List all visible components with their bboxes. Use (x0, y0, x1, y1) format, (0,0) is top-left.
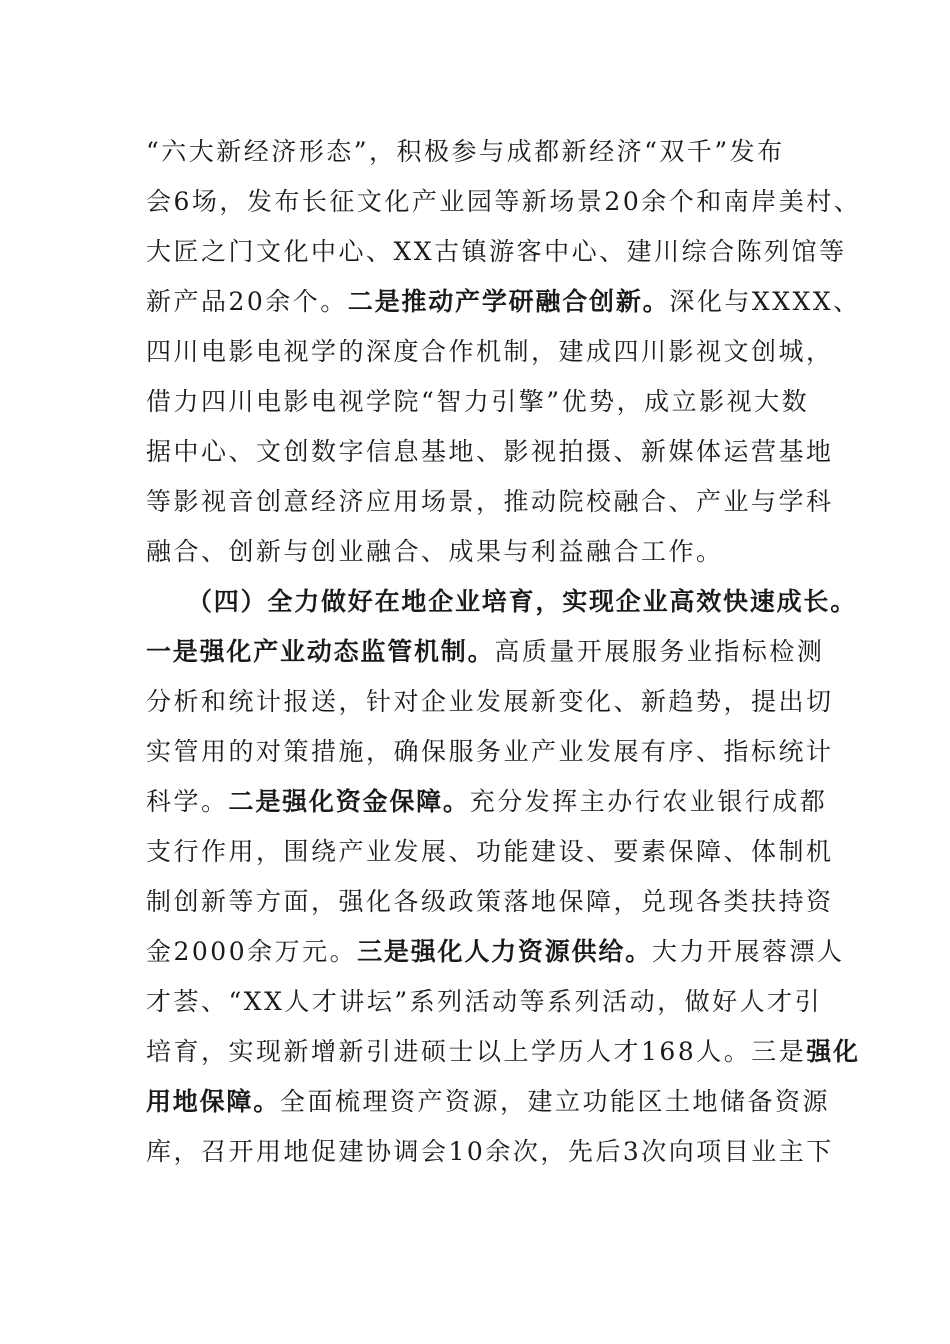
text-run: 金2000余万元。 (146, 937, 358, 966)
text-run: 培育，实现新增新引进硕士以上学历人才168人。三是 (146, 1037, 807, 1066)
text-line: 分析和统计报送，针对企业发展新变化、新趋势，提出切 (146, 687, 834, 716)
bold-subheading: 三是强化人力资源供给。 (357, 937, 652, 966)
text-line (146, 786, 827, 818)
text-line: 支行作用，围绕产业发展、功能建设、要素保障、体制机 (146, 837, 834, 866)
text-line: 据中心、文创数字信息基地、影视拍摄、新媒体运营基地 (146, 437, 834, 466)
text-line: 会6场，发布长征文化产业园等新场景20余个和南岸美村、 (146, 187, 862, 216)
text-line: 实管用的对策措施，确保服务业产业发展有序、指标统计 (146, 737, 834, 766)
text-run: 全面梳理资产资源，建立功能区土地储备资源 (280, 1087, 831, 1116)
text-line: 借力四川电影电视学院“智力引擎”优势，成立影视大数 (146, 387, 810, 416)
text-run: 大力开展蓉漂人 (651, 937, 845, 966)
text-line (146, 286, 861, 318)
text-line: 才荟、“XX人才讲坛”系列活动等系列活动，做好人才引 (146, 987, 823, 1016)
text-run: 新产品20余个。 (146, 287, 348, 316)
text-line (146, 636, 824, 668)
bold-subheading: 一是强化产业动态监管机制。 (146, 637, 495, 666)
text-line (146, 1036, 860, 1068)
text-line: 制创新等方面，强化各级政策落地保障，兑现各类扶持资 (146, 887, 834, 916)
text-run: 科学。 (146, 787, 229, 816)
text-line (146, 936, 844, 968)
section-heading: （四）全力做好在地企业培育，实现企业高效快速成长。 (187, 587, 858, 616)
text-run: 深化与XXXX、 (669, 287, 861, 316)
bold-subheading: 二是强化资金保障。 (228, 787, 470, 816)
text-run: 充分发挥主办行农业银行成都 (469, 787, 828, 816)
text-line: 大匠之门文化中心、XX古镇游客中心、建川综合陈列馆等 (146, 237, 847, 266)
text-run: 高质量开展服务业指标检测 (494, 637, 825, 666)
bold-subheading: 强化 (806, 1037, 860, 1066)
text-line: 融合、创新与创业融合、成果与利益融合工作。 (146, 537, 724, 566)
text-line: 等影视音创意经济应用场景，推动院校融合、产业与学科 (146, 487, 834, 516)
text-line (146, 1086, 830, 1118)
text-line: “六大新经济形态”，积极参与成都新经济“双千”发布 (146, 137, 785, 166)
text-line: 库，召开用地促建协调会10余次，先后3次向项目业主下 (146, 1137, 834, 1166)
bold-subheading: 二是推动产学研融合创新。 (347, 287, 670, 316)
text-line: 四川电影电视学的深度合作机制，建成四川影视文创城， (146, 337, 834, 366)
bold-subheading: 用地保障。 (146, 1087, 281, 1116)
